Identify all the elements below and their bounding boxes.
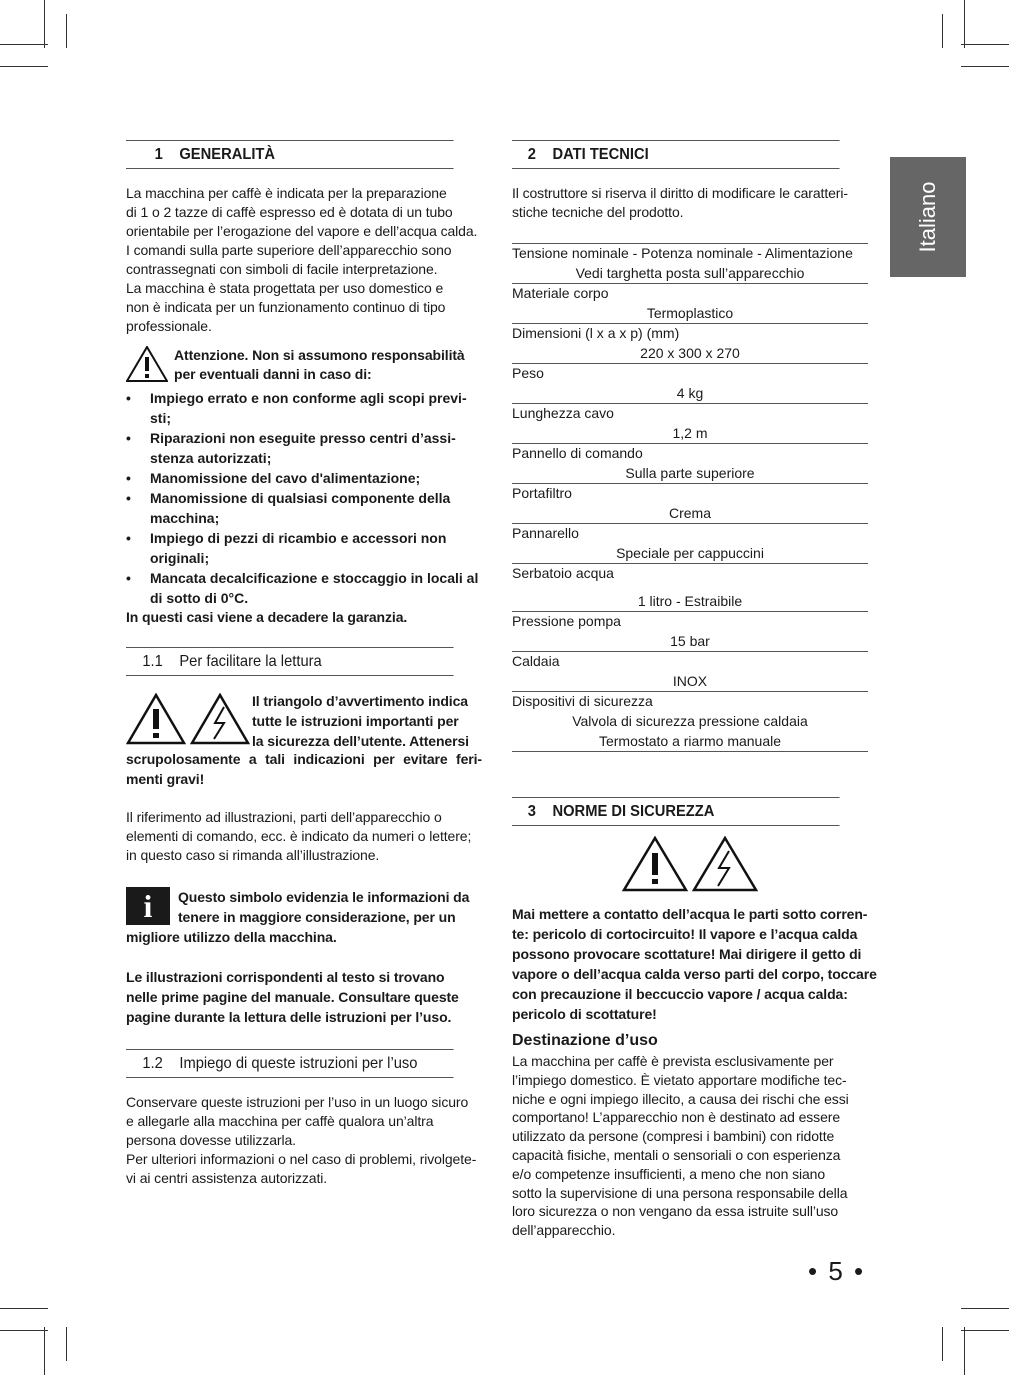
spec-label: Materiale corpo — [512, 285, 609, 301]
spec-value: INOX — [672, 673, 708, 689]
language-tab-label: Italiano — [915, 181, 940, 253]
text-line: tenere in maggiore considerazione, per un — [178, 909, 456, 925]
section-number: 2 — [527, 146, 536, 163]
spec-table — [512, 243, 868, 752]
spec-row — [512, 244, 868, 284]
text-line: niche e ogni impiego illecito, a causa dei rischi che essi — [512, 1090, 849, 1107]
electric-hazard-icon — [190, 693, 250, 745]
text-line: La macchina per caffè è indicata per la preparazione — [126, 185, 447, 201]
crop-mark — [961, 1308, 1009, 1309]
spec-label: Lunghezza cavo — [512, 405, 614, 421]
info-text-continued: migliore utilizzo della macchina. — [126, 929, 337, 945]
spec-label: Peso — [512, 365, 544, 381]
spec-label: Caldaia — [512, 653, 560, 669]
intended-use-text — [512, 1052, 868, 1240]
language-tab — [890, 157, 966, 277]
spec-value: Speciale per cappuccini — [616, 545, 764, 561]
section-1-heading — [126, 140, 454, 169]
safety-warning — [512, 904, 877, 1024]
text-line: La macchina per caffè è prevista esclusivamente per — [512, 1053, 834, 1069]
spec-value: 15 bar — [670, 633, 710, 649]
spec-label: Pannarello — [512, 525, 579, 541]
spec-value: 220 x 300 x 270 — [640, 345, 740, 361]
spec-label: Portafiltro — [512, 485, 572, 501]
liability-warning — [126, 346, 482, 386]
spec-row — [512, 652, 868, 692]
spec-label: Dispositivi di sicurezza — [512, 693, 653, 709]
spec-value: Crema — [668, 505, 711, 521]
text-line: Attenzione. Non si assumono responsabilità — [174, 347, 465, 363]
safety-icons — [512, 834, 868, 904]
list-item: • Manomissione del cavo d'alimentazione; — [126, 468, 482, 488]
right-column — [512, 140, 877, 1240]
crop-mark — [0, 66, 48, 67]
text-line: dell’apparecchio. — [512, 1222, 616, 1239]
crop-mark — [44, 0, 45, 48]
intended-use-title: Destinazione d’uso — [512, 1032, 658, 1049]
text-line: nelle prime pagine del manuale. Consultare queste — [126, 989, 459, 1005]
section-1-1-heading — [126, 647, 454, 676]
section-number: 1.1 — [142, 653, 163, 670]
spec-value: 1 litro - Estraibile — [637, 593, 743, 609]
text-line: pagine durante la lettura delle istruzioni per l’uso. — [126, 1009, 452, 1025]
crop-mark — [964, 0, 965, 48]
spec-row — [512, 524, 868, 564]
text-line: comportano! L’apparecchio non è destinato ad essere — [512, 1109, 841, 1126]
spec-row — [512, 364, 868, 404]
list-item: • Manomissione di qualsiasi componente della macchina; — [126, 488, 460, 528]
section-number: 1 — [154, 146, 163, 163]
spec-label: Serbatoio acqua — [512, 565, 614, 581]
spec-label: Dimensioni (l x a x p) (mm) — [512, 325, 680, 341]
spec-row — [512, 324, 868, 364]
info-note — [126, 887, 482, 927]
text-line: stiche tecniche del prodotto. — [512, 204, 684, 220]
section-1-2-heading — [126, 1049, 454, 1078]
crop-mark — [0, 44, 48, 45]
section-number: 1.2 — [142, 1055, 163, 1072]
text-line: capacità fisiche, mentali o sensoriali o con esperienza — [512, 1146, 841, 1163]
spec-value: Valvola di sicurezza pressione caldaia — [572, 713, 808, 729]
crop-mark — [942, 14, 943, 48]
illustrations-note — [126, 967, 482, 1027]
text-line: Il riferimento ad illustrazioni, parti dell’apparecchio o — [126, 809, 442, 825]
text-line: loro sicurezza o non vengano da essa istruite sull’uso — [512, 1203, 839, 1220]
text-line: orientabile per l’erogazione del vapore e dell’acqua calda. — [126, 223, 478, 239]
crop-mark — [66, 14, 67, 48]
text-line: Il triangolo d’avvertimento indica — [252, 693, 468, 709]
left-column — [126, 140, 482, 1188]
warning-triangle-icon — [126, 693, 186, 745]
text-line: persona dovesse utilizzarla. — [126, 1132, 296, 1148]
text-line: Conservare queste istruzioni per l’uso in un luogo sicuro — [126, 1094, 469, 1110]
text-line: l’impiego domestico. È vietato apportare modifiche tec- — [512, 1071, 847, 1088]
crop-mark — [961, 1330, 1009, 1331]
spec-value: Termoplastico — [646, 305, 734, 321]
text-line: e/o competenze insufficienti, a meno che non siano — [512, 1165, 826, 1182]
text-line: Le illustrazioni corrispondenti al testo si trovano — [126, 969, 445, 985]
spec-label: Pressione pompa — [512, 613, 621, 629]
reference-note — [126, 808, 482, 865]
text-line: di 1 o 2 tazze di caffè espresso ed è dotata di un tubo — [126, 204, 453, 220]
text-line: professionale. — [126, 318, 212, 334]
spec-row — [512, 612, 868, 652]
electric-hazard-icon — [692, 836, 758, 892]
text-line: I comandi sulla parte superiore dell’apparecchio sono — [126, 242, 452, 258]
text-line: elementi di comando, ecc. è indicato da numeri o lettere; — [126, 828, 472, 844]
text-line: Questo simbolo evidenzia le informazioni da — [178, 889, 470, 905]
text-line: possono provocare scottature! Mai dirigere il getto di — [512, 946, 862, 962]
text-line: in questo caso si rimanda all’illustrazione. — [126, 847, 380, 863]
text-line: La macchina è stata progettata per uso domestico e — [126, 280, 444, 296]
crop-mark — [44, 1327, 45, 1375]
text-line: tutte le istruzioni importanti per — [252, 713, 459, 729]
warning-triangle-icon — [622, 836, 688, 892]
spec-row — [512, 484, 868, 524]
text-line: e allegarle alla macchina per caffè qualora un’altra — [126, 1113, 434, 1129]
text-line: non è indicata per un funzionamento continuo di tipo — [126, 299, 446, 315]
text-line: contrassegnati con simboli di facile interpretazione. — [126, 261, 438, 277]
text-line: per eventuali danni in caso di: — [174, 366, 372, 382]
text-line: Il costruttore si riserva il diritto di modificare le caratteri- — [512, 185, 848, 201]
section-3-heading — [512, 797, 840, 826]
spec-value: 4 kg — [676, 385, 704, 401]
section-2-heading — [512, 140, 840, 169]
text-line: utilizzato da persone (compresi i bambini) con ridotte — [512, 1128, 835, 1145]
list-item: • Impiego di pezzi di ricambio e accessori non originali; — [126, 528, 460, 568]
text-line: con precauzione il beccuccio vapore / acqua calda: — [512, 986, 848, 1002]
liability-list — [126, 388, 482, 608]
text-line: pericolo di scottature! — [512, 1006, 657, 1022]
warning-triangle-icon — [126, 346, 168, 382]
text-line: vi ai centri assistenza autorizzati. — [126, 1170, 328, 1186]
text-line: vapore o dell’acqua calda verso parti del corpo, toccare — [512, 966, 877, 982]
crop-mark — [0, 1330, 48, 1331]
guarantee-note: In questi casi viene a decadere la garanzia. — [126, 609, 408, 625]
section-number: 3 — [527, 803, 536, 820]
text-line: sotto la supervisione di una persona responsabile della — [512, 1184, 848, 1201]
crop-mark — [961, 44, 1009, 45]
section-title: DATI TECNICI — [552, 146, 649, 163]
reading-warning-text — [252, 691, 482, 751]
info-icon: i — [126, 887, 170, 925]
list-item: • Mancata decalcificazione e stoccaggio in locali al di sotto di 0°C. — [126, 568, 482, 608]
spec-value: 1,2 m — [672, 425, 708, 441]
crop-mark — [0, 1308, 48, 1309]
crop-mark — [66, 1327, 67, 1361]
text-line: Per ulteriori informazioni o nel caso di problemi, rivolgete- — [126, 1151, 477, 1167]
spec-row — [512, 564, 868, 612]
crop-mark — [942, 1327, 943, 1361]
list-item: • Riparazioni non eseguite presso centri d’assi- stenza autorizzati; — [126, 428, 470, 468]
spec-value: Sulla parte superiore — [625, 465, 755, 481]
section-2-intro — [512, 184, 868, 222]
section-1-intro — [126, 184, 482, 336]
reading-warning — [126, 691, 482, 749]
spec-value: Vedi targhetta posta sull’apparecchio — [575, 265, 805, 281]
spec-label: Tensione nominale - Potenza nominale - Alimentazione — [512, 245, 853, 261]
spec-row — [512, 284, 868, 324]
section-title: Impiego di queste istruzioni per l’uso — [179, 1055, 418, 1072]
list-item: • Impiego errato e non conforme agli scopi previ- sti; — [126, 388, 480, 428]
reading-warning-continued: scrupolosamente a tali indicazioni per evitare feri- menti gravi! — [126, 751, 482, 787]
text-line: te: pericolo di cortocircuito! Il vapore e l’acqua calda — [512, 926, 858, 942]
info-text — [178, 887, 482, 927]
section-title: Per facilitare la lettura — [179, 653, 322, 670]
spec-row — [512, 444, 868, 484]
crop-mark — [961, 66, 1009, 67]
spec-row — [512, 404, 868, 444]
spec-row — [512, 692, 868, 752]
section-title: NORME DI SICUREZZA — [552, 803, 715, 820]
warning-text — [174, 346, 482, 384]
crop-mark — [964, 1327, 965, 1375]
spec-value: Termostato a riarmo manuale — [598, 733, 782, 749]
section-title: GENERALITÀ — [179, 146, 276, 163]
spec-label: Pannello di comando — [512, 445, 643, 461]
text-line: Mai mettere a contatto dell’acqua le parti sotto corren- — [512, 906, 868, 922]
page-number: • 5 • — [808, 1256, 866, 1286]
text-line: la sicurezza dell’utente. Attenersi — [252, 733, 469, 749]
section-1-2-text — [126, 1093, 482, 1188]
